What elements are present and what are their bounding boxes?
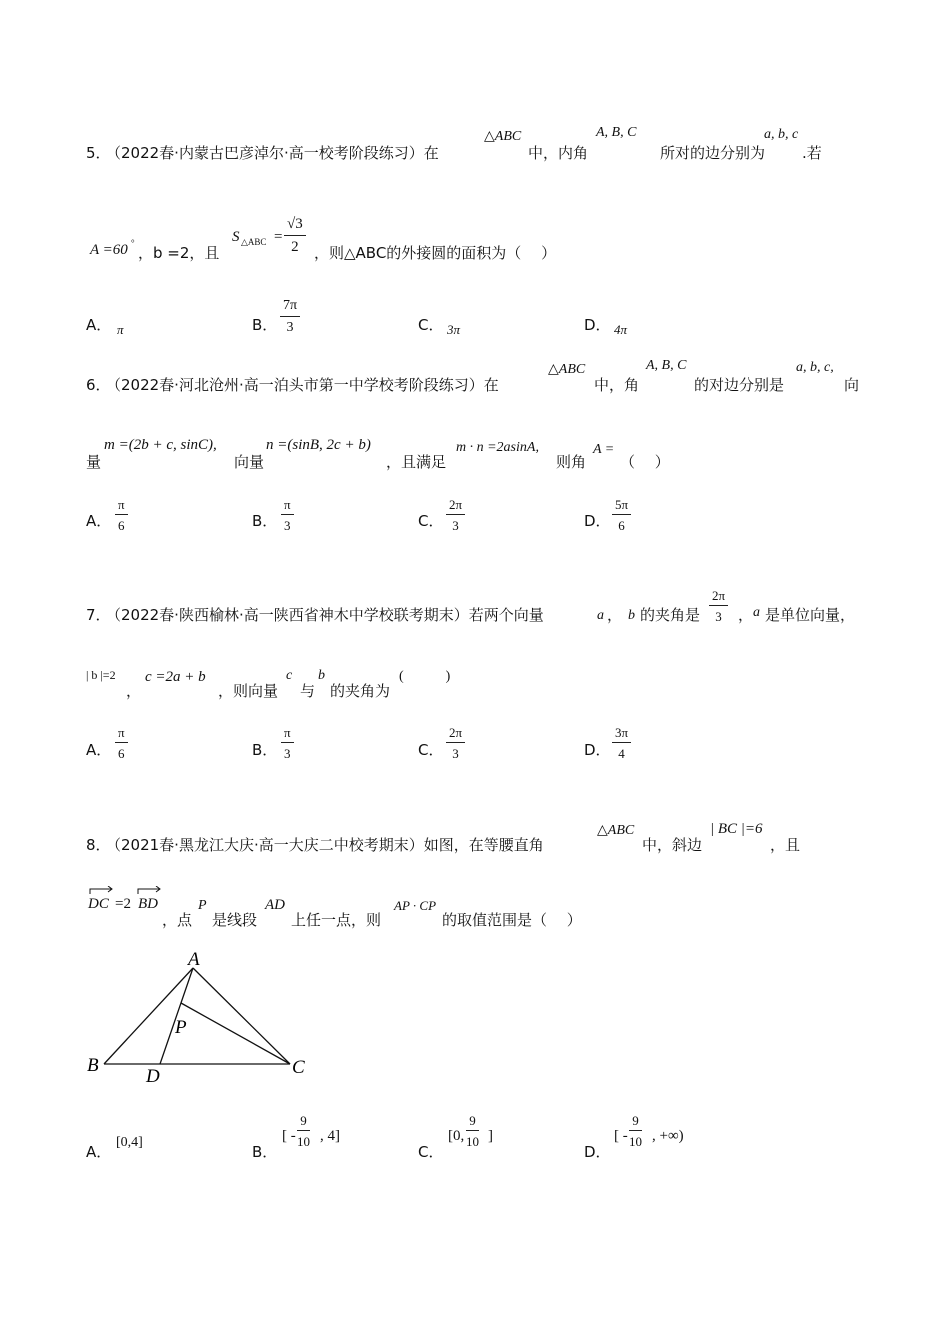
q5-triangle: △ABC [484,129,522,144]
q8-option-c-fraction [466,1114,479,1148]
q5-text-4: ，则△ABC的外接圆的面积为（ ） [314,244,557,262]
q8-option-b-fraction [297,1114,310,1148]
q5-degree: ° [131,238,135,248]
q6-option-a-num: π [115,498,128,515]
q8-option-b-post: , 4] [320,1128,340,1144]
q7-text-6: 与 [300,682,316,700]
q6-text-8: （ ） [620,453,670,471]
vector-arrows [88,886,168,896]
q7-option-c-label[interactable]: C． [418,741,444,759]
q6-option-c-den: 3 [452,518,459,533]
q8-option-d-post: , +∞) [652,1128,684,1144]
q8-option-c-label[interactable]: C． [418,1143,444,1161]
q7-c-equation: c =2a + b [145,669,206,685]
q7-option-a-label[interactable]: A． [86,741,112,759]
q6-number: 6． [86,376,111,394]
q5-option-d-value: 4π [614,322,628,337]
q7-vector-c: c [286,668,293,683]
q5-S-sub: △ABC [241,237,267,247]
q6-option-a-label[interactable]: A． [86,512,112,530]
q6-text-2: 的对边分别是 [694,376,785,394]
q8-option-d-pre: [ - [614,1128,628,1144]
q7-angle-num: 2π [709,589,728,606]
q7-option-a-fraction [115,726,128,760]
q6-option-d-label[interactable]: D． [584,512,611,530]
q7-source: （2022春·陕西榆林·高一陕西省神木中学校联考期末）若两个向量 [106,606,544,624]
q8-option-c-post: ] [488,1128,493,1144]
q8-option-a-value: [0,4] [116,1135,143,1150]
segment-PC [181,1003,290,1064]
q7-text-2: ， [738,606,754,624]
q8-text-5: 上任一点，则 [291,911,382,929]
q5-option-c-label[interactable]: C． [418,316,444,334]
q8-text-6: 的取值范围是（ ） [442,911,582,929]
q6-option-c-label[interactable]: C． [418,512,444,530]
q6-option-b-num: π [281,498,294,515]
bd-arrow [138,886,160,894]
q5-sides: a, b, c [764,127,799,142]
q6-sides: a, b, c, [796,360,834,375]
q7-option-b-num: π [281,726,294,743]
q8-option-a-label[interactable]: A． [86,1143,112,1161]
q7-text-4: ， [126,682,142,700]
q8-segment-AD: AD [265,897,285,913]
q5-angles: A, B, C [596,125,637,140]
segment-AD [160,968,193,1064]
q5-cond-b: ，b =2，且 [138,244,220,262]
q8-eq-2: =2 [115,896,131,912]
q5-option-a-value: π [117,322,124,337]
q8-option-b-label[interactable]: B． [252,1143,278,1161]
label-D: D [146,1066,160,1085]
q6-option-b-fraction [281,498,294,532]
q8-point-P: P [198,898,207,913]
q7-text-5: ，则向量 [218,682,279,700]
q5-option-b-den: 3 [286,320,294,335]
q7-option-d-fraction [612,726,631,760]
q5-text-1: 中，内角 [528,144,589,162]
q5-number: 5． [86,144,111,162]
q8-option-d-label[interactable]: D． [584,1143,611,1161]
q6-source: （2022春·河北沧州·高一泊头市第一中学校考阶段练习）在 [106,376,499,394]
q5-option-b-num: 7π [280,299,300,317]
q5-area-num: √3 [284,217,306,236]
q6-text-5: 向量 [234,453,265,471]
dc-arrow [90,886,112,894]
q7-option-a-num: π [115,726,128,743]
q7-option-b-den: 3 [284,746,291,761]
q8-option-b-pre: [ - [282,1128,296,1144]
q7-vector-b-2: b [318,668,325,683]
label-P: P [175,1017,187,1038]
q8-triangle: △ABC [597,823,635,838]
q8-text-3: ，点 [162,911,193,929]
q7-angle-den: 3 [715,609,722,624]
q5-option-b-fraction [280,299,300,335]
q7-option-c-num: 2π [446,726,465,743]
q8-text-2: ，且 [770,836,801,854]
q6-vector-n: n =(sinB, 2c + b) [266,437,371,453]
q6-option-d-den: 6 [618,518,625,533]
q6-option-c-fraction [446,498,465,532]
q7-angle-fraction [709,589,728,623]
q8-vector-BD: BD [138,896,158,912]
edge-AB [104,968,193,1064]
q6-option-d-fraction [612,498,631,532]
q8-option-c-den: 10 [466,1134,479,1149]
q7-option-c-fraction [446,726,465,760]
q5-option-a-label[interactable]: A． [86,316,112,334]
q7-vector-b: b [628,608,635,623]
q5-equals: = [274,229,283,245]
q7-option-d-num: 3π [612,726,631,743]
q5-cond-A: A =60 [90,242,128,258]
q8-dot-product: AP · CP [394,898,437,913]
q7-option-d-den: 4 [618,746,625,761]
q8-option-b-den: 10 [297,1134,310,1149]
q6-text-3: 向 [844,376,860,394]
q6-text-7: 则角 [556,453,587,471]
q6-option-d-num: 5π [612,498,631,515]
label-B: B [87,1055,99,1076]
q5-source: （2022春·内蒙古巴彦淖尔·高一校考阶段练习）在 [106,144,439,162]
q8-option-c-pre: [0, [448,1128,465,1144]
q6-text-1: 中，角 [594,376,640,394]
q7-option-d-label[interactable]: D． [584,741,611,759]
q5-text-2: 所对的边分别为 [660,144,766,162]
q7-number: 7． [86,606,111,624]
q5-option-d-label[interactable]: D． [584,316,611,334]
q8-vector-DC: DC [88,896,109,912]
q6-option-b-label[interactable]: B． [252,512,278,530]
q6-option-a-den: 6 [118,518,125,533]
q6-option-b-den: 3 [284,518,291,533]
q8-option-d-num: 9 [629,1114,642,1131]
q5-area-fraction [284,217,306,255]
q6-text-6: ，且满足 [386,453,447,471]
q6-option-a-fraction [115,498,128,532]
q8-option-b-num: 9 [297,1114,310,1131]
q6-dot-product: m · n =2asinA, [456,440,539,455]
q6-option-c-num: 2π [446,498,465,515]
q6-text-4: 量 [86,453,102,471]
triangle-figure [80,945,320,1085]
q7-text-1: 的夹角是 [640,606,701,624]
q7-comma: ， [607,606,623,624]
q5-area-den: 2 [291,239,299,255]
q7-vector-a: a [597,608,604,623]
q7-option-b-fraction [281,726,294,760]
q5-text-3: .若 [802,144,822,162]
q7-option-c-den: 3 [452,746,459,761]
q5-option-c-value: 3π [447,322,461,337]
q6-triangle: △ABC [548,362,586,377]
q5-S: S [232,229,240,245]
q7-option-a-den: 6 [118,746,125,761]
q7-answer-paren: ( ) [399,669,451,684]
edge-AC [193,968,290,1064]
q8-number: 8． [86,836,111,854]
q6-vector-m: m =(2b + c, sinC), [104,437,217,453]
q7-text-7: 的夹角为 [330,682,391,700]
q8-option-c-num: 9 [466,1114,479,1131]
label-C: C [292,1057,305,1078]
q7-norm-b: | b |=2 [86,668,116,682]
q8-source: （2021春·黑龙江大庆·高一大庆二中校考期末）如图，在等腰直角 [106,836,544,854]
q8-option-d-fraction [629,1114,642,1148]
q6-angles: A, B, C [646,358,687,373]
q6-A-equals: A = [593,442,615,457]
q8-option-d-den: 10 [629,1134,642,1149]
q8-text-1: 中，斜边 [642,836,703,854]
q8-BC: | BC |=6 [710,821,763,837]
label-A: A [188,949,200,970]
q8-text-4: 是线段 [212,911,258,929]
q7-option-b-label[interactable]: B． [252,741,278,759]
q5-option-b-label[interactable]: B． [252,316,278,334]
q7-vector-a-2: a [753,605,760,620]
q7-text-3: 是单位向量， [765,606,856,624]
